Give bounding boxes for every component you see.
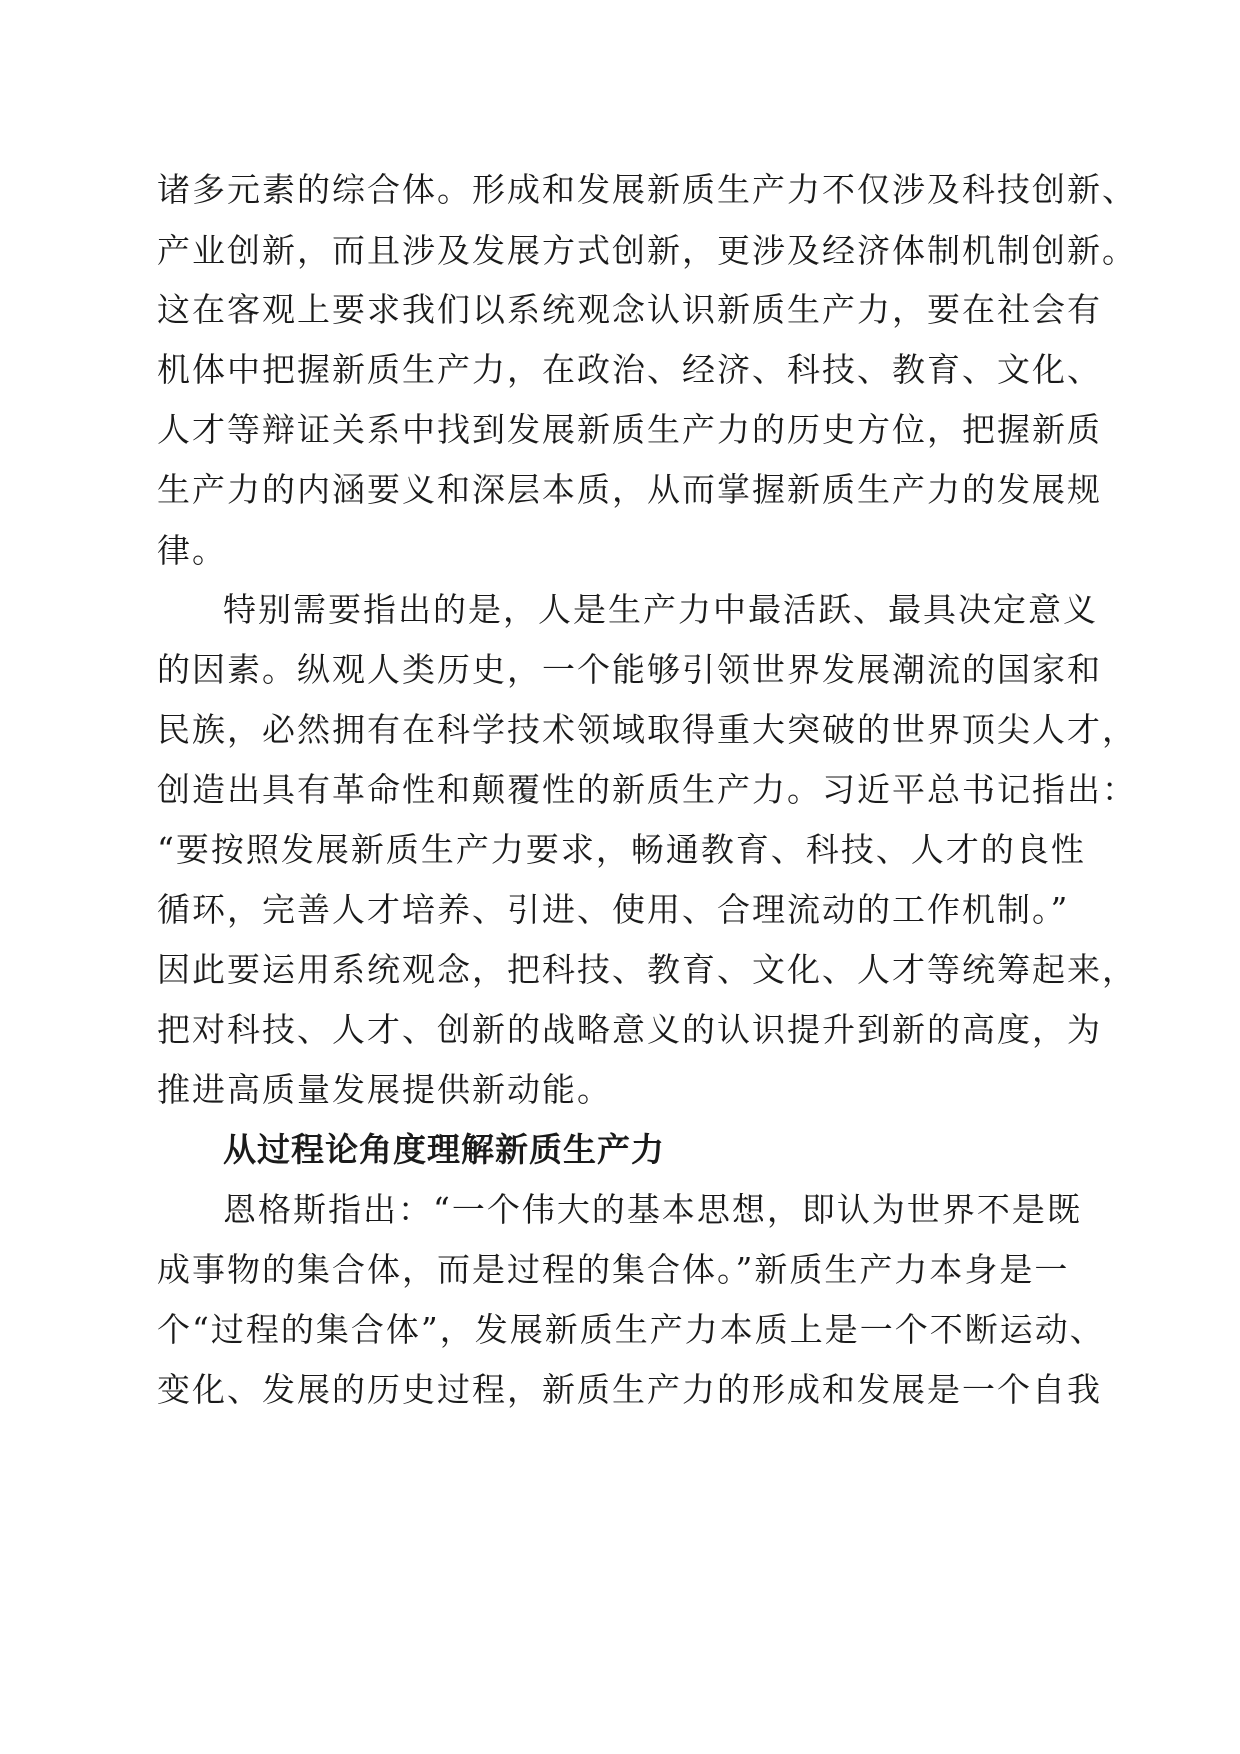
paragraph-2-line-3: 民族，必然拥有在科学技术领域取得重大突破的世界顶尖人才， xyxy=(157,710,1137,749)
paragraph-1-line-5: 人才等辩证关系中找到发展新质生产力的历史方位，把握新质 xyxy=(157,410,1102,449)
section-heading: 从过程论角度理解新质生产力 xyxy=(223,1130,665,1169)
paragraph-3-line-4: 变化、发展的历史过程，新质生产力的形成和发展是一个自我 xyxy=(157,1370,1102,1409)
paragraph-1-line-1: 诸多元素的综合体。形成和发展新质生产力不仅涉及科技创新、 xyxy=(157,170,1137,209)
paragraph-3-line-3: 个“过程的集合体”，发展新质生产力本质上是一个不断运动、 xyxy=(157,1310,1105,1349)
paragraph-2-line-4: 创造出具有革命性和颠覆性的新质生产力。习近平总书记指出： xyxy=(157,770,1137,809)
paragraph-2-line-8: 把对科技、人才、创新的战略意义的认识提升到新的高度，为 xyxy=(157,1010,1102,1049)
paragraph-2-line-1: 特别需要指出的是，人是生产力中最活跃、最具决定意义 xyxy=(223,590,1098,629)
paragraph-2-line-6: 循环，完善人才培养、引进、使用、合理流动的工作机制。” xyxy=(157,890,1070,929)
paragraph-1-line-2: 产业创新，而且涉及发展方式创新，更涉及经济体制机制创新。 xyxy=(157,231,1137,270)
paragraph-1-line-6: 生产力的内涵要义和深层本质，从而掌握新质生产力的发展规 xyxy=(157,470,1102,509)
paragraph-3-line-1: 恩格斯指出：“一个伟大的基本思想，即认为世界不是既 xyxy=(223,1190,1082,1229)
paragraph-2-line-7: 因此要运用系统观念，把科技、教育、文化、人才等统筹起来， xyxy=(157,950,1137,989)
paragraph-2-line-5: “要按照发展新质生产力要求，畅通教育、科技、人才的良性 xyxy=(157,830,1086,869)
paragraph-1-line-4: 机体中把握新质生产力，在政治、经济、科技、教育、文化、 xyxy=(157,350,1102,389)
paragraph-3-line-2: 成事物的集合体，而是过程的集合体。”新质生产力本身是一 xyxy=(157,1250,1070,1289)
paragraph-2-line-9: 推进高质量发展提供新动能。 xyxy=(157,1070,612,1109)
paragraph-2-line-2: 的因素。纵观人类历史，一个能够引领世界发展潮流的国家和 xyxy=(157,650,1102,689)
paragraph-1-line-7: 律。 xyxy=(157,531,227,570)
paragraph-1-line-3: 这在客观上要求我们以系统观念认识新质生产力，要在社会有 xyxy=(157,290,1102,329)
